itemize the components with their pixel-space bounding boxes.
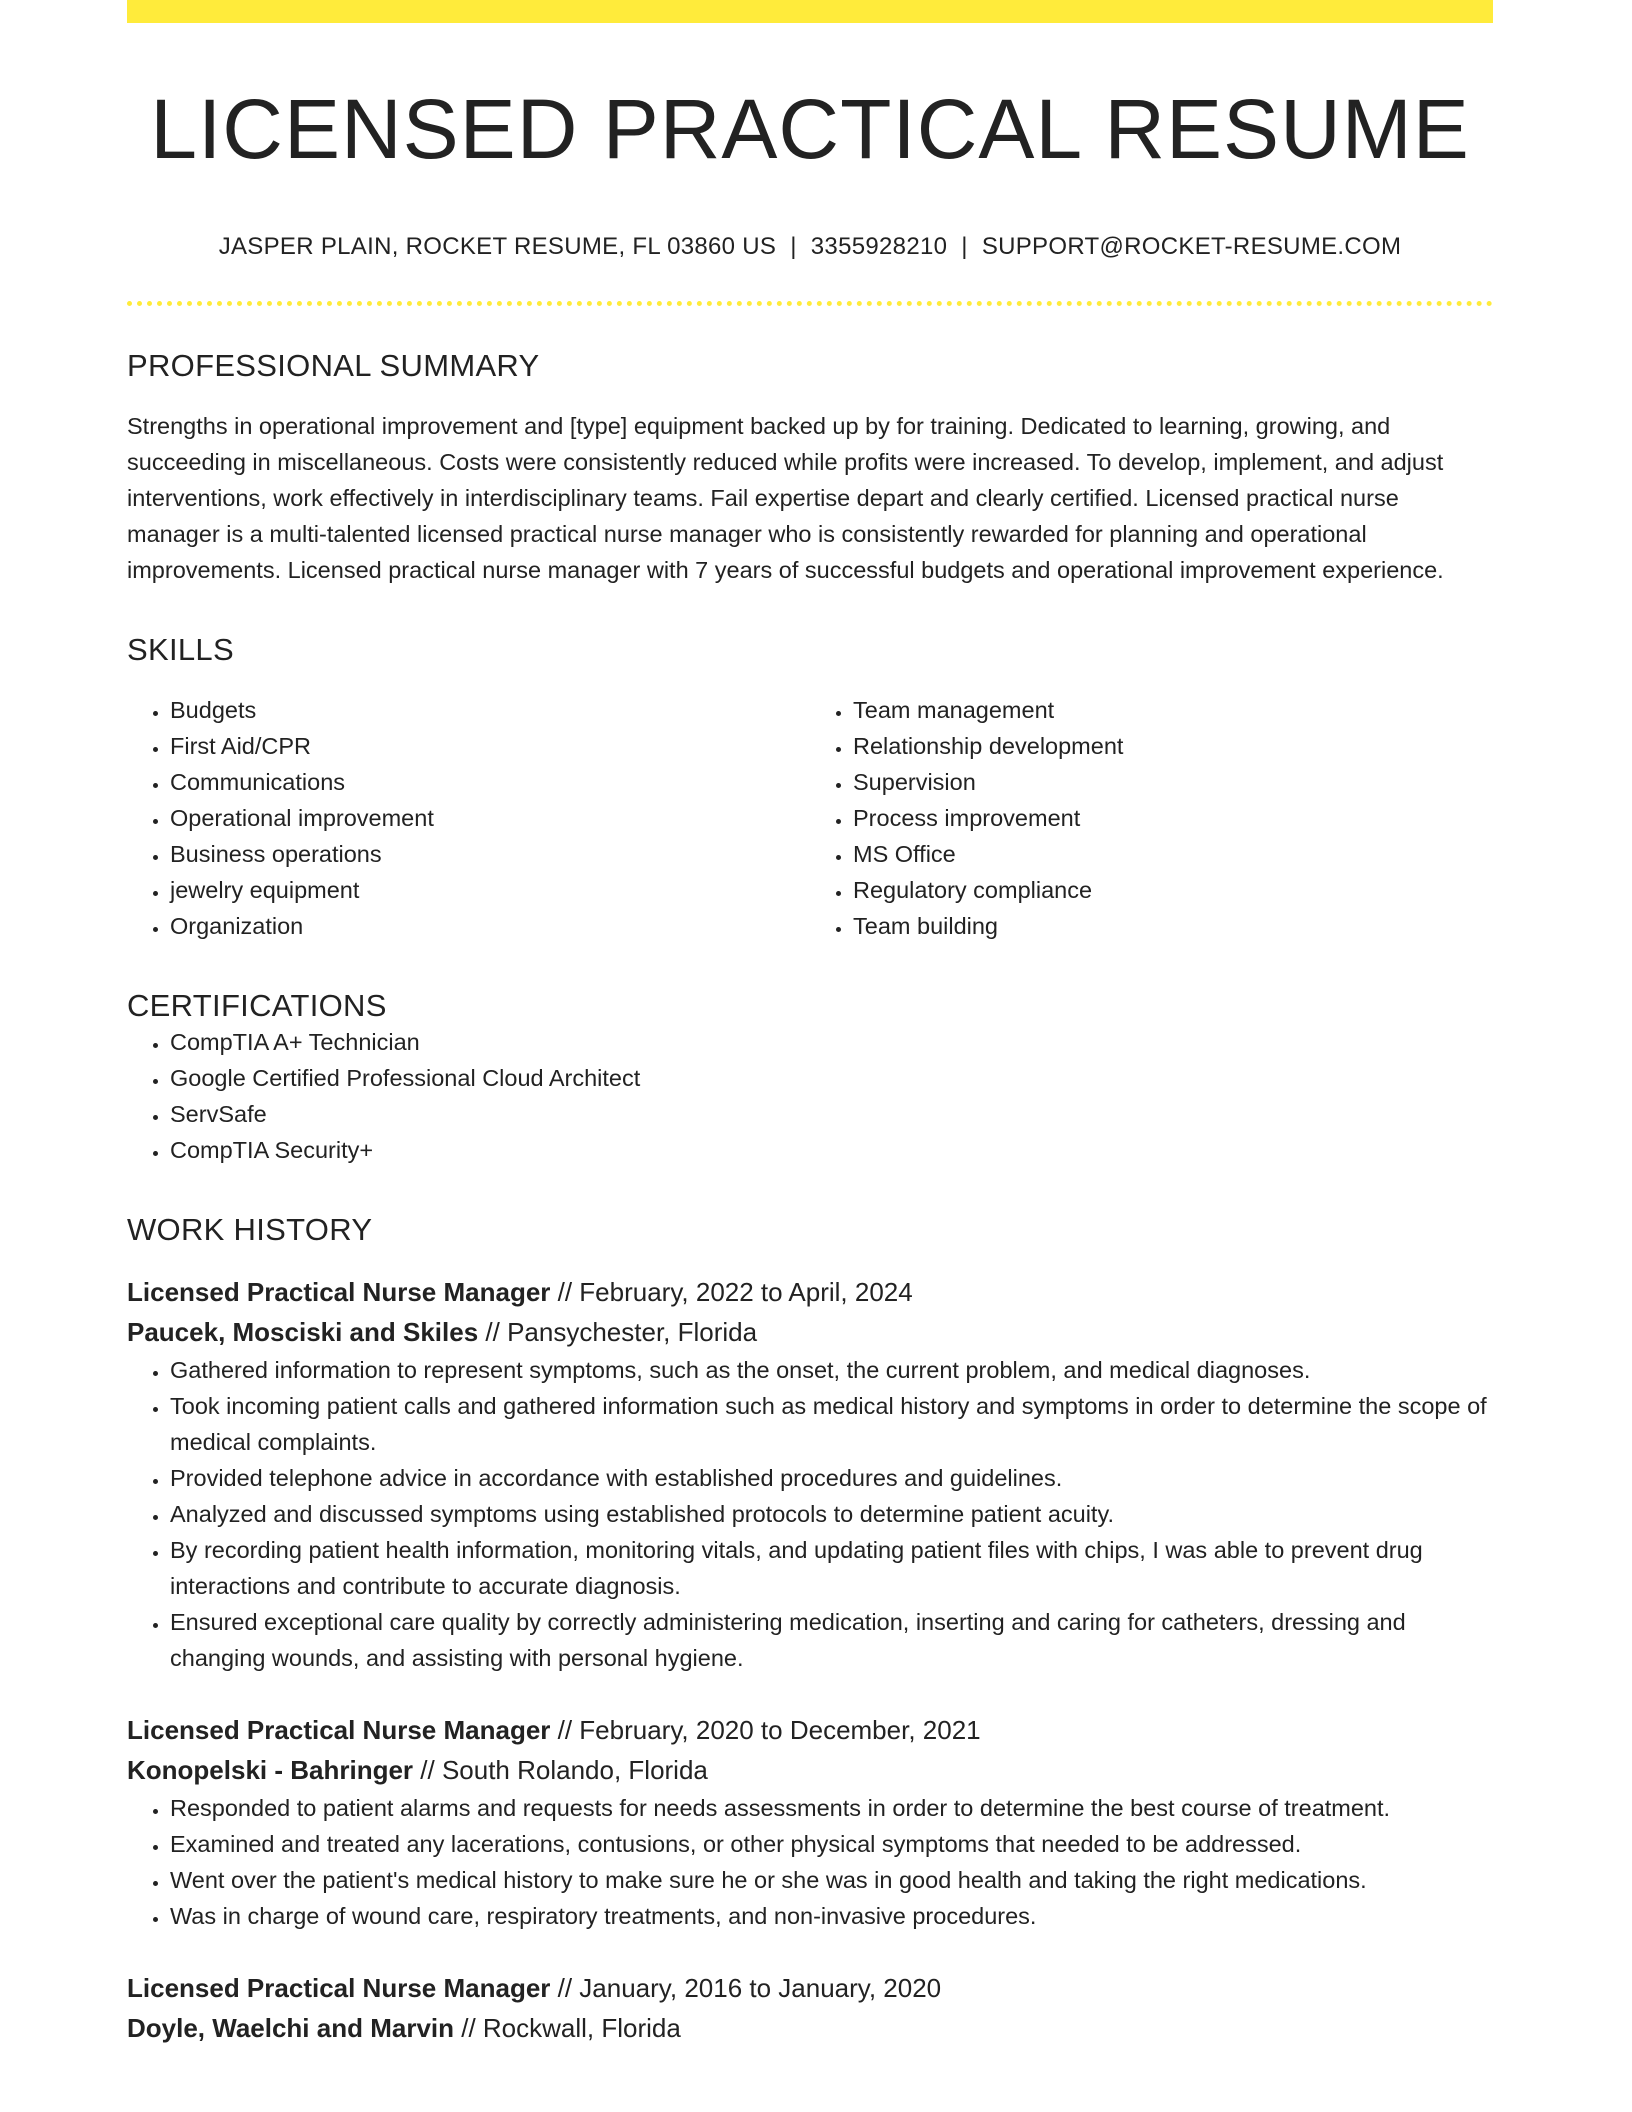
- job-title: Licensed Practical Nurse Manager: [127, 1715, 551, 1746]
- skills-list-right: [810, 692, 1493, 944]
- skill-item: • First Aid/CPR: [170, 728, 810, 764]
- skill-item: • Operational improvement: [170, 800, 810, 836]
- summary-heading: PROFESSIONAL SUMMARY: [127, 348, 540, 384]
- job-duties-list: [127, 1790, 1493, 1934]
- accent-top-bar: [127, 0, 1493, 23]
- resume-page: [127, 0, 1493, 2048]
- job-company: Doyle, Waelchi and Marvin: [127, 2013, 455, 2044]
- job-duty-item: • Went over the patient's medical history to make sure he or she was in good health and taking the right medications.: [170, 1862, 1493, 1898]
- job-duty-item: • Ensured exceptional care quality by correctly administering medication, inserting and caring for catheters, dressing and changing wounds, and assisting with personal hygiene.: [170, 1604, 1493, 1676]
- work-history-list: [127, 1272, 1493, 2048]
- skill-item: • Team building: [853, 908, 1493, 944]
- contact-line: [127, 233, 1493, 261]
- job-duties-list: [127, 1352, 1493, 1676]
- skill-item: • Relationship development: [853, 728, 1493, 764]
- work-history-heading: WORK HISTORY: [127, 1212, 373, 1248]
- skill-item: • Regulatory compliance: [853, 872, 1493, 908]
- certification-item: • CompTIA A+ Technician: [170, 1024, 1493, 1060]
- job-duty-item: • Took incoming patient calls and gathered information such as medical history and symptoms in order to determine the scope of medical complaints.: [170, 1388, 1493, 1460]
- certifications-list: [127, 1024, 1493, 1168]
- skills-list-left: [127, 692, 810, 944]
- skill-item: • Process improvement: [853, 800, 1493, 836]
- job-title-line: [127, 1710, 1493, 1750]
- job-company-line: [127, 1750, 1493, 1790]
- job-dates: // February, 2022 to April, 2024: [550, 1277, 913, 1308]
- certifications-heading: CERTIFICATIONS: [127, 988, 387, 1024]
- job-duty-item: • By recording patient health information, monitoring vitals, and updating patient files with chips, I was able to prevent drug interactions and contribute to accurate diagnosis.: [170, 1532, 1493, 1604]
- job-company: Konopelski - Bahringer: [127, 1755, 414, 1786]
- certification-item: • Google Certified Professional Cloud Architect: [170, 1060, 1493, 1096]
- dotted-divider: [127, 301, 1493, 306]
- certification-item: • CompTIA Security+: [170, 1132, 1493, 1168]
- skill-item: • MS Office: [853, 836, 1493, 872]
- job-company: Paucek, Mosciski and Skiles: [127, 1317, 479, 1348]
- summary-text: Strengths in operational improvement and [type] equipment backed up by for training. Dedicated to learning, growing, and succeeding in miscellaneous. Costs were consistently reduced while profits were increased. To develop, implement, and adjust interventions, work effectively in interdisciplinary teams. Fail expertise depart and clearly certified. Licensed practical nurse manager is a multi-talented licensed practical nurse manager who is consistently rewarded for planning and operational improvements. Licensed practical nurse manager with 7 years of successful budgets and operational improvement experience.: [127, 413, 1444, 584]
- skill-item: • jewelry equipment: [170, 872, 810, 908]
- job-company-line: [127, 2008, 1493, 2048]
- skill-item: • Business operations: [170, 836, 810, 872]
- job-duty-item: • Analyzed and discussed symptoms using established protocols to determine patient acuity.: [170, 1496, 1493, 1532]
- contact-address: JASPER PLAIN, ROCKET RESUME, FL 03860 US: [218, 233, 777, 261]
- job-duty-item: • Provided telephone advice in accordance with established procedures and guidelines.: [170, 1460, 1493, 1496]
- job-duty-item: • Responded to patient alarms and requests for needs assessments in order to determine the best course of treatment.: [170, 1790, 1493, 1826]
- job-entry: [127, 1272, 1493, 1676]
- job-location: // Rockwall, Florida: [454, 2013, 681, 2044]
- job-title: Licensed Practical Nurse Manager: [127, 1973, 551, 2004]
- certification-item: • ServSafe: [170, 1096, 1493, 1132]
- skills-columns: [127, 692, 1493, 944]
- job-location: // South Rolando, Florida: [413, 1755, 708, 1786]
- job-duty-item: • Examined and treated any lacerations, contusions, or other physical symptoms that needed to be addressed.: [170, 1826, 1493, 1862]
- skill-item: • Communications: [170, 764, 810, 800]
- skills-heading: SKILLS: [127, 632, 234, 668]
- job-title: Licensed Practical Nurse Manager: [127, 1277, 551, 1308]
- job-dates: // February, 2020 to December, 2021: [550, 1715, 981, 1746]
- skill-item: • Team management: [853, 692, 1493, 728]
- job-duty-item: • Was in charge of wound care, respiratory treatments, and non-invasive procedures.: [170, 1898, 1493, 1934]
- job-company-line: [127, 1312, 1493, 1352]
- job-entry: [127, 1710, 1493, 1934]
- contact-phone: 3355928210: [810, 233, 948, 261]
- skill-item: • Supervision: [853, 764, 1493, 800]
- job-title-line: [127, 1272, 1493, 1312]
- contact-email: SUPPORT@ROCKET-RESUME.COM: [981, 233, 1402, 261]
- job-duty-item: • Gathered information to represent symptoms, such as the onset, the current problem, and medical diagnoses.: [170, 1352, 1493, 1388]
- job-entry: [127, 1968, 1493, 2048]
- job-dates: // January, 2016 to January, 2020: [550, 1973, 942, 2004]
- skill-item: • Organization: [170, 908, 810, 944]
- resume-title: LICENSED PRACTICAL RESUME: [150, 82, 1470, 176]
- skill-item: • Budgets: [170, 692, 810, 728]
- contact-separator: |: [961, 233, 968, 261]
- contact-separator: |: [790, 233, 797, 261]
- job-title-line: [127, 1968, 1493, 2008]
- job-location: // Pansychester, Florida: [478, 1317, 758, 1348]
